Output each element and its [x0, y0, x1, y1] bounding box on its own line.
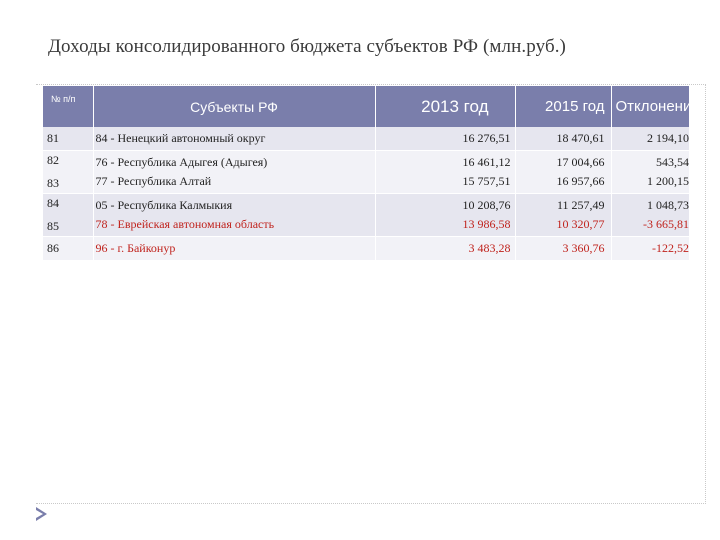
row-deviation: -122,52: [611, 237, 689, 261]
row-deviation: 1 200,15: [647, 174, 689, 188]
row-subject: 77 - Республика Алтай: [95, 174, 212, 188]
row-deviation: 1 048,73: [647, 198, 689, 212]
triangle-bullet-icon: [34, 506, 48, 522]
row-2015: 3 360,76: [515, 237, 611, 261]
row-num: 82: [47, 153, 59, 167]
header-2013: 2013 год: [375, 86, 515, 127]
row-subject: 96 - г. Байконур: [93, 237, 375, 261]
row-num: 86: [43, 237, 93, 261]
table-row: [43, 127, 689, 151]
row-2015: 16 957,66: [556, 174, 605, 188]
row-num-group: [43, 194, 93, 237]
row-subject-group: [93, 151, 375, 194]
row-num: 81: [43, 127, 93, 151]
frame-bottom-border: [36, 503, 706, 504]
header-2015: 2015 год: [515, 86, 611, 127]
budget-table: [43, 86, 700, 261]
row-2015: 11 257,49: [556, 198, 605, 212]
row-deviation: 543,54: [656, 155, 689, 169]
row-deviation-group: [611, 194, 689, 237]
row-2013-group: [375, 151, 515, 194]
header-deviation: Отклонение: [611, 86, 689, 127]
row-deviation: -3 665,81: [643, 217, 689, 231]
row-2015: 17 004,66: [556, 155, 605, 169]
table-header-row: [43, 86, 689, 127]
row-2013: 16 276,51: [375, 127, 515, 151]
slide-title: Доходы консолидированного бюджета субъектов РФ (млн.руб.): [48, 36, 566, 57]
row-subject: 05 - Республика Калмыкия: [95, 198, 233, 212]
row-num: 85: [47, 219, 59, 233]
row-subject-group: [93, 194, 375, 237]
row-2015-group: [515, 151, 611, 194]
row-2013: 10 208,76: [462, 198, 511, 212]
header-num: № п/п: [43, 86, 93, 127]
frame-top-border: [36, 84, 706, 85]
row-2015: 10 320,77: [556, 217, 605, 231]
row-num-group: [43, 151, 93, 194]
row-deviation: 2 194,10: [611, 127, 689, 151]
table-row-group: [43, 151, 689, 194]
table-row: [43, 237, 689, 261]
row-2015: 18 470,61: [515, 127, 611, 151]
row-deviation-group: [611, 151, 689, 194]
row-2013: 13 986,58: [462, 217, 511, 231]
header-subject: Субъекты РФ: [93, 86, 375, 127]
row-subject: 76 - Республика Адыгея (Адыгея): [95, 155, 268, 169]
row-2015-group: [515, 194, 611, 237]
row-2013: 15 757,51: [462, 174, 511, 188]
row-num: 84: [47, 196, 59, 210]
row-num: 83: [47, 176, 59, 190]
frame-right-border: [705, 84, 706, 504]
table-row-group: [43, 194, 689, 237]
row-subject: 78 - Еврейская автономная область: [95, 217, 275, 231]
row-2013: 16 461,12: [462, 155, 511, 169]
row-2013-group: [375, 194, 515, 237]
row-subject: 84 - Ненецкий автономный округ: [93, 127, 375, 151]
row-2013: 3 483,28: [375, 237, 515, 261]
